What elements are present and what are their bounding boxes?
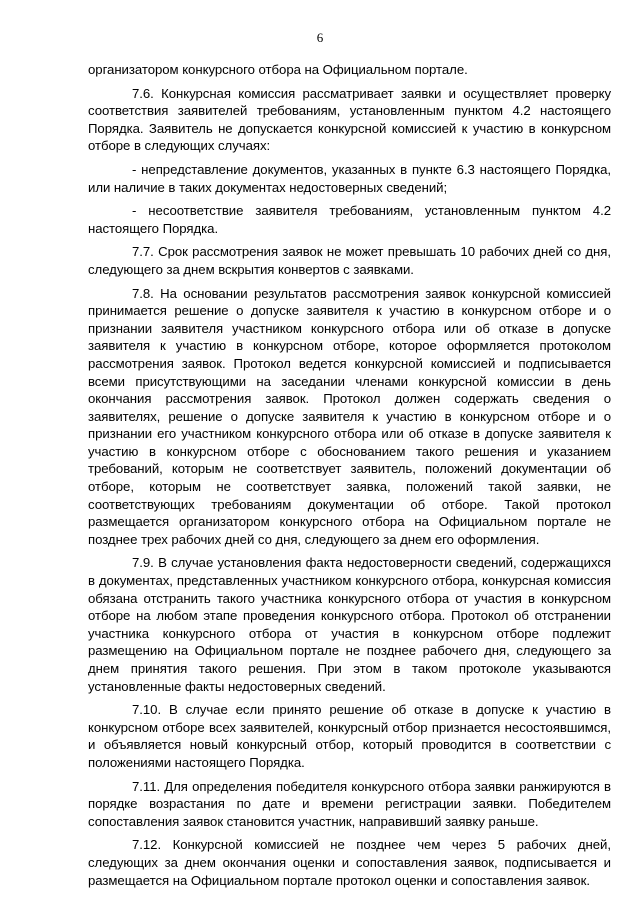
list-item-nonsubmission: - непредставление документов, указанных в пункте 6.3 настоящего Порядка, или наличие в таких документах недостоверных сведений; <box>88 161 611 195</box>
paragraph-7-9: 7.9. В случае установления факта недостоверности сведений, содержащихся в документах, представленных участником конкурсного отбора, конкурсная комиссия обязана отстранить такого участника конкурсного отбора от участия в конкурсном отборе на любом этапе проведения конкурсного отбора. Протокол об отстранении участника конкурсного отбора от участия в конкурсном отборе подлежит размещению на Официальном портале не позднее рабочего дня, следующего за днем принятия такого решения. При этом в таком протоколе указываются установленные факты недостоверных сведений. <box>88 555 611 694</box>
document-body <box>88 61 611 895</box>
page-number: 6 <box>316 30 324 45</box>
list-item-noncompliance: - несоответствие заявителя требованиям, установленным пунктом 4.2 настоящего Порядка. <box>88 203 611 236</box>
paragraph-7-8: 7.8. На основании результатов рассмотрения заявок конкурсной комиссией принимается решение о допуске заявителя к участию в конкурсном отборе и о признании заявителя участником конкурсного отбора или об отказе в допуске заявителя к участию в конкурсном отборе, которое оформляется протоколом рассмотрения заявок. Протокол ведется конкурсной комиссией и подписывается всеми присутствующими на заседании членами конкурсной комиссии в день окончания рассмотрения заявок. Протокол должен содержать сведения о заявителях, решение о допуске заявителя к участию в конкурсном отборе и о признании его участником конкурсного отбора или об отказе в допуске заявителя к участию в конкурсном отборе с обоснованием такого решения и указанием требований, которым не соответствует заявитель, положений документации об отборе, которым не соответствует заявка, положений такой заявки, не соответствующих требованиям документации об отборе. Такой протокол размещается организатором конкурсного отбора на Официальном портале не позднее трех рабочих дней со дня, следующего за днем его оформления. <box>88 285 611 547</box>
paragraph-7-6: 7.6. Конкурсная комиссия рассматривает заявки и осуществляет проверку соответствия заявителей требованиям, установленным пунктом 4.2 настоящего Порядка. Заявитель не допускается конкурсной комиссией к участию в конкурсном отборе в следующих случаях: <box>88 85 611 154</box>
paragraph-7-12: 7.12. Конкурсной комиссией не позднее чем через 5 рабочих дней, следующих за днем окончания оценки и сопоставления заявок, подписывается и размещается на Официальном портале протокол оценки и сопоставления заявок. <box>88 837 611 888</box>
paragraph-7-11: 7.11. Для определения победителя конкурсного отбора заявки ранжируются в порядке возрастания по дате и времени регистрации заявки. Победителем сопоставления заявок становится участник, направивший заявку раньше. <box>88 778 611 829</box>
paragraph-7-10: 7.10. В случае если принято решение об отказе в допуске к участию в конкурсном отборе всех заявителей, конкурсный отбор признается несостоявшимся, и объявляется новый конкурсный отбор, который проводится в соответствии с положениями настоящего Порядка. <box>88 702 611 770</box>
paragraph-7-7: 7.7. Срок рассмотрения заявок не может превышать 10 рабочих дней со дня, следующего за днем вскрытия конвертов с заявками. <box>88 244 611 277</box>
paragraph-continuation: организатором конкурсного отбора на Официальном портале. <box>88 62 468 77</box>
